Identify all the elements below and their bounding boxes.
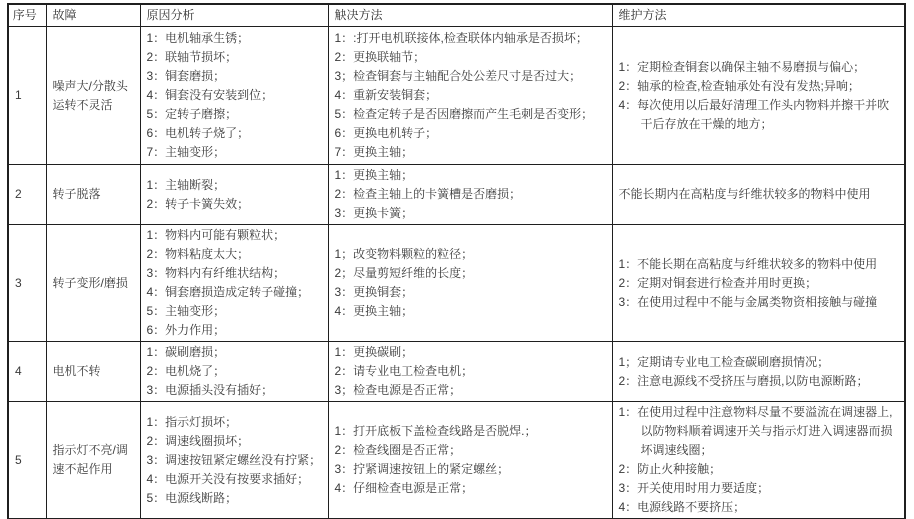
serial-number-cell: 4: [8, 342, 46, 402]
list-item: 5：检查定转子是否因磨擦而产生毛刺是否变形；: [334, 107, 594, 121]
list-item: 6：外力作用；: [146, 323, 226, 337]
maintenance-cell: [612, 225, 905, 342]
list-item: 7：主轴变形；: [146, 145, 226, 159]
list-item: 2：请专业电工检查电机；: [334, 364, 474, 378]
list-item: 3：调速按钮紧定螺丝没有拧紧；: [146, 452, 322, 467]
header-cause: 原因分析: [140, 4, 328, 27]
maintenance-cell: [612, 342, 905, 402]
header-solution: 觖决方法: [328, 4, 612, 27]
list-item: 1：碳刷磨损；: [146, 345, 226, 359]
list-item: 2：轴承的检查,检查轴承处有没有发热;异响；: [618, 78, 860, 93]
list-item: 2：物料粘度太大；: [146, 247, 250, 261]
list-item: 2：联轴节损坏；: [146, 50, 238, 64]
list-item: 2：转子卡簧失效；: [146, 196, 250, 211]
list-item: 3：开关使用时用力要适度；: [618, 481, 770, 495]
list-item: 3：物料内有纤维状结构；: [146, 266, 286, 280]
header-row: [8, 4, 905, 27]
list-item: 3：拧紧调速按钮上的紧定螺丝；: [334, 462, 510, 476]
list-item: 1：不能长期在高粘度与纤维状较多的物料中使用: [618, 256, 878, 271]
list-item: 2：检查线圈是否正常；: [334, 443, 462, 457]
list-item: 1：电机轴承生锈；: [146, 31, 250, 45]
header-maintenance: 维护方法: [612, 4, 905, 27]
list-item: 2：电机烧了；: [146, 364, 226, 378]
list-item: 3：电源插头没有插好；: [146, 383, 274, 397]
list-item: 4：重新安装铜套；: [334, 88, 438, 102]
solution-cell: [328, 342, 612, 402]
fault-cell: 转子脱落: [46, 165, 140, 225]
table-row: [8, 402, 905, 519]
list-item: 5：电源线断路；: [146, 490, 238, 505]
solution-cell: [328, 27, 612, 165]
list-item: 1：在使用过程中注意物料尽量不要溢流在调速器上,以防物料顺着调速开关与指示灯进入调速器而损坏调速线圈；: [618, 405, 893, 457]
serial-number-cell: 3: [8, 225, 46, 342]
maintenance-cell: [612, 165, 905, 225]
cause-cell: [140, 165, 328, 225]
list-item: 1；定期请专业电工检查碳刷磨损情况；: [618, 354, 830, 369]
list-item: 5：定转子磨擦；: [146, 107, 238, 121]
list-item: 1：物料内可能有颗粒状；: [146, 228, 286, 242]
fault-cell: 转子变形/磨损: [46, 225, 140, 342]
list-item: 2：检查主轴上的卡簧槽是否磨损；: [334, 187, 522, 201]
fault-cell: 电机不转: [46, 342, 140, 402]
list-item: 4：电源开关没有按要求插好；: [146, 471, 310, 486]
troubleshooting-table: [7, 3, 906, 519]
list-item: 6：电机转子烧了；: [146, 126, 250, 140]
list-item: 1；改变物料颗粒的粒径；: [334, 247, 474, 261]
solution-cell: [328, 402, 612, 519]
list-item: 1：定期检查铜套以确保主轴不易磨损与偏心；: [618, 59, 866, 74]
cause-cell: [140, 342, 328, 402]
serial-number-cell: 5: [8, 402, 46, 519]
list-item: 1：指示灯损坏；: [146, 414, 238, 429]
list-item: 4：更换主轴；: [334, 304, 414, 318]
list-item: 2：更换联轴节；: [334, 50, 426, 64]
list-item: 4：铜套没有安装到位；: [146, 88, 274, 102]
list-item: 不能长期内在高粘度与纤维状较多的物料中使用: [618, 187, 871, 201]
cause-cell: [140, 402, 328, 519]
list-item: 4：每次使用以后最好清理工作头内物料并擦干并吹干后存放在干燥的地方；: [618, 97, 890, 131]
cause-cell: [140, 27, 328, 165]
list-item: 4：仔细检查电源是正常；: [334, 481, 474, 495]
serial-number-cell: 1: [8, 27, 46, 165]
header-fault: 故障: [46, 4, 140, 27]
maintenance-cell: [612, 27, 905, 165]
list-item: 3；检查电源是否正常；: [334, 383, 462, 397]
solution-cell: [328, 165, 612, 225]
maintenance-cell: [612, 402, 905, 519]
table-row: [8, 225, 905, 342]
list-item: 2：调速线圈损坏；: [146, 433, 250, 448]
list-item: 4：电源线路不要挤压；: [618, 500, 746, 514]
serial-number-cell: 2: [8, 165, 46, 225]
list-item: 2：定期对铜套进行检查并用时更换；: [618, 275, 818, 290]
list-item: 3：铜套磨损；: [146, 69, 226, 83]
list-item: 4：铜套磨损造成定转子碰撞；: [146, 285, 310, 299]
table-body: [8, 27, 905, 519]
list-item: 5：主轴变形；: [146, 304, 226, 318]
list-item: 3：更换卡簧；: [334, 206, 414, 220]
list-item: 2；尽量剪短纤维的长度；: [334, 266, 474, 280]
list-item: 3；检查铜套与主轴配合处公差尺寸是否过大；: [334, 69, 582, 83]
list-item: 2：注意电源线不受挤压与磨损,以防电源断路；: [618, 373, 869, 388]
list-item: 2：防止火种接触；: [618, 462, 722, 476]
list-item: 1：更换主轴；: [334, 168, 414, 182]
list-item: 3：在使用过程中不能与金属类物资相接触与碰撞: [618, 294, 878, 309]
cause-cell: [140, 225, 328, 342]
solution-cell: [328, 225, 612, 342]
list-item: 3：更换铜套；: [334, 285, 414, 299]
fault-cell: 噪声大/分散头运转不灵活: [46, 27, 140, 165]
list-item: 1：:打开电机联接体,检查联体内轴承是否损坏；: [334, 31, 588, 45]
list-item: 1：更换碳刷；: [334, 345, 414, 359]
list-item: 1：打开底板下盖检查线路是否脱焊.；: [334, 424, 537, 438]
table-row: [8, 342, 905, 402]
table-row: [8, 27, 905, 165]
fault-cell: 指示灯不亮/调速不起作用: [46, 402, 140, 519]
header-serial-number: 序号: [8, 4, 46, 27]
table-header: [8, 4, 905, 27]
table-row: [8, 165, 905, 225]
list-item: 7：更换主轴；: [334, 145, 414, 159]
list-item: 1：主轴断裂；: [146, 177, 226, 192]
list-item: 6：更换电机转子；: [334, 126, 438, 140]
